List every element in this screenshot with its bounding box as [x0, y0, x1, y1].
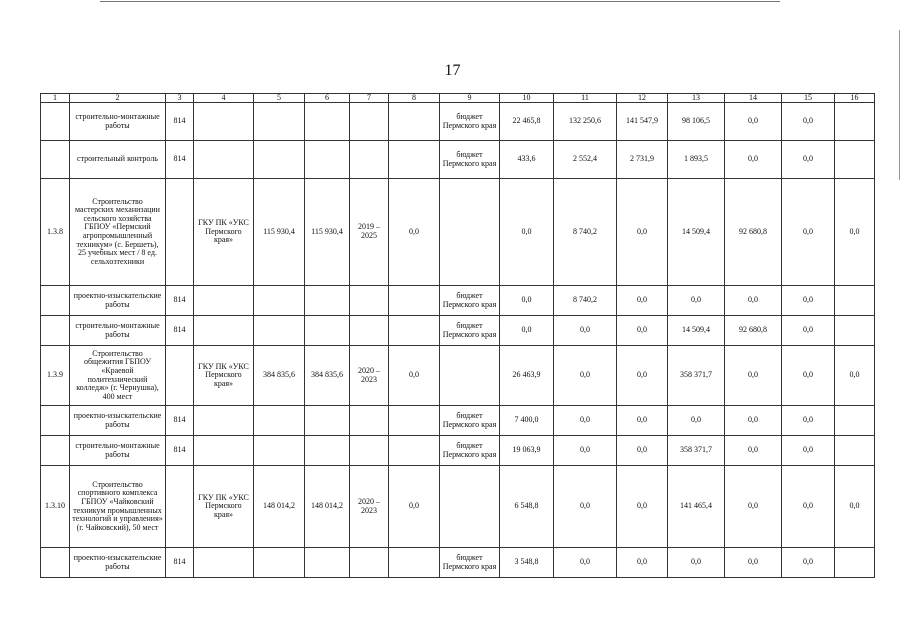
value-cell: 0,0	[389, 179, 440, 286]
value-cell: 0,0	[668, 548, 725, 578]
cost-cell	[254, 406, 305, 436]
cost-cell	[305, 103, 350, 141]
top-rule	[100, 1, 780, 2]
value-cell: 0,0	[617, 286, 668, 316]
customer-cell	[194, 103, 254, 141]
value-cell	[389, 141, 440, 179]
period-cell: 2020 – 2023	[350, 346, 389, 406]
value-cell	[835, 406, 875, 436]
customer-cell: ГКУ ПК «УКС Пермского края»	[194, 466, 254, 548]
code-cell: 814	[166, 548, 194, 578]
funding-source-cell: бюджет Пермского края	[440, 406, 500, 436]
column-header: 16	[835, 94, 875, 103]
period-cell	[350, 406, 389, 436]
value-cell: 8 740,2	[554, 286, 617, 316]
cost-cell	[305, 286, 350, 316]
value-cell: 0,0	[668, 286, 725, 316]
row-number-cell: 1.3.8	[41, 179, 70, 286]
column-header: 9	[440, 94, 500, 103]
column-header: 11	[554, 94, 617, 103]
value-cell: 0,0	[725, 406, 782, 436]
value-cell: 0,0	[617, 316, 668, 346]
value-cell	[835, 141, 875, 179]
value-cell: 0,0	[835, 346, 875, 406]
row-number-cell	[41, 141, 70, 179]
customer-cell	[194, 406, 254, 436]
value-cell: 0,0	[782, 346, 835, 406]
value-cell	[835, 316, 875, 346]
funding-source-cell	[440, 466, 500, 548]
value-cell: 0,0	[554, 466, 617, 548]
value-cell: 92 680,8	[725, 316, 782, 346]
value-cell: 7 400,0	[500, 406, 554, 436]
item-name-cell: Строительство общежития ГБПОУ «Краевой политехнический колледж» (г. Чернушка), 400 мест	[70, 346, 166, 406]
value-cell: 0,0	[554, 406, 617, 436]
period-cell	[350, 436, 389, 466]
value-cell: 433,6	[500, 141, 554, 179]
item-name-cell: Строительство мастерских механизации сельского хозяйства ГБПОУ «Пермский агропромышленный техникум» (с. Бершеть), 25 учебных мест / 8 ед. сельхозтехники	[70, 179, 166, 286]
funding-source-cell: бюджет Пермского края	[440, 286, 500, 316]
value-cell: 26 463,9	[500, 346, 554, 406]
period-cell	[350, 286, 389, 316]
period-cell	[350, 141, 389, 179]
value-cell: 1 893,5	[668, 141, 725, 179]
value-cell: 14 509,4	[668, 316, 725, 346]
cost-cell: 148 014,2	[254, 466, 305, 548]
budget-table	[40, 93, 875, 578]
funding-source-cell: бюджет Пермского края	[440, 141, 500, 179]
funding-source-cell	[440, 179, 500, 286]
value-cell: 0,0	[668, 406, 725, 436]
item-name-cell: проектно-изыскательские работы	[70, 286, 166, 316]
value-cell: 19 063,9	[500, 436, 554, 466]
cost-cell: 384 835,6	[305, 346, 350, 406]
row-number-cell	[41, 316, 70, 346]
cost-cell: 384 835,6	[254, 346, 305, 406]
table-row	[41, 316, 875, 346]
cost-cell	[305, 406, 350, 436]
value-cell: 358 371,7	[668, 436, 725, 466]
value-cell: 0,0	[835, 466, 875, 548]
value-cell: 0,0	[725, 286, 782, 316]
customer-cell	[194, 436, 254, 466]
item-name-cell: проектно-изыскательские работы	[70, 548, 166, 578]
value-cell: 141 547,9	[617, 103, 668, 141]
period-cell: 2019 – 2025	[350, 179, 389, 286]
value-cell: 141 465,4	[668, 466, 725, 548]
value-cell: 0,0	[782, 436, 835, 466]
value-cell	[835, 436, 875, 466]
period-cell	[350, 316, 389, 346]
cost-cell	[254, 103, 305, 141]
table-row	[41, 286, 875, 316]
page-number: 17	[444, 62, 461, 79]
table-row	[41, 548, 875, 578]
value-cell: 0,0	[725, 103, 782, 141]
funding-source-cell	[440, 346, 500, 406]
value-cell: 0,0	[782, 141, 835, 179]
value-cell: 0,0	[782, 548, 835, 578]
row-number-cell	[41, 548, 70, 578]
value-cell: 0,0	[782, 316, 835, 346]
value-cell: 0,0	[782, 406, 835, 436]
value-cell: 0,0	[617, 346, 668, 406]
value-cell: 0,0	[725, 436, 782, 466]
table-row	[41, 103, 875, 141]
row-number-cell	[41, 103, 70, 141]
item-name-cell: строительно-монтажные работы	[70, 103, 166, 141]
value-cell: 3 548,8	[500, 548, 554, 578]
column-header: 4	[194, 94, 254, 103]
value-cell: 6 548,8	[500, 466, 554, 548]
column-header: 12	[617, 94, 668, 103]
item-name-cell: строительно-монтажные работы	[70, 316, 166, 346]
funding-source-cell: бюджет Пермского края	[440, 436, 500, 466]
value-cell: 0,0	[617, 179, 668, 286]
period-cell	[350, 548, 389, 578]
item-name-cell: строительно-монтажные работы	[70, 436, 166, 466]
scan-edge-mark	[899, 30, 900, 180]
cost-cell	[254, 316, 305, 346]
column-header: 10	[500, 94, 554, 103]
value-cell	[389, 286, 440, 316]
value-cell: 0,0	[500, 179, 554, 286]
value-cell: 0,0	[554, 548, 617, 578]
code-cell: 814	[166, 436, 194, 466]
funding-source-cell: бюджет Пермского края	[440, 548, 500, 578]
value-cell: 0,0	[500, 286, 554, 316]
column-header: 14	[725, 94, 782, 103]
code-cell: 814	[166, 406, 194, 436]
value-cell	[835, 103, 875, 141]
customer-cell	[194, 548, 254, 578]
value-cell	[389, 436, 440, 466]
row-number-cell: 1.3.10	[41, 466, 70, 548]
value-cell: 98 106,5	[668, 103, 725, 141]
customer-cell: ГКУ ПК «УКС Пермского края»	[194, 346, 254, 406]
column-header: 5	[254, 94, 305, 103]
customer-cell	[194, 286, 254, 316]
period-cell: 2020 – 2023	[350, 466, 389, 548]
table-row	[41, 466, 875, 548]
cost-cell: 148 014,2	[305, 466, 350, 548]
column-header: 6	[305, 94, 350, 103]
table-row	[41, 346, 875, 406]
value-cell: 0,0	[617, 466, 668, 548]
item-name-cell: Строительство спортивного комплекса ГБПОУ «Чайковский техникум промышленных технологий и управления» (г. Чайковский), 50 мест	[70, 466, 166, 548]
code-cell	[166, 179, 194, 286]
value-cell: 0,0	[554, 436, 617, 466]
value-cell: 0,0	[782, 103, 835, 141]
cost-cell	[305, 141, 350, 179]
value-cell	[835, 548, 875, 578]
value-cell: 358 371,7	[668, 346, 725, 406]
value-cell: 0,0	[554, 346, 617, 406]
value-cell: 0,0	[725, 548, 782, 578]
value-cell	[389, 103, 440, 141]
value-cell: 0,0	[782, 286, 835, 316]
code-cell	[166, 346, 194, 406]
table-body	[41, 103, 875, 578]
cost-cell	[305, 548, 350, 578]
code-cell	[166, 466, 194, 548]
item-name-cell: строительный контроль	[70, 141, 166, 179]
column-header: 7	[350, 94, 389, 103]
customer-cell: ГКУ ПК «УКС Пермского края»	[194, 179, 254, 286]
row-number-cell: 1.3.9	[41, 346, 70, 406]
value-cell: 0,0	[389, 346, 440, 406]
value-cell: 0,0	[500, 316, 554, 346]
value-cell: 92 680,8	[725, 179, 782, 286]
cost-cell	[305, 316, 350, 346]
customer-cell	[194, 316, 254, 346]
column-header: 1	[41, 94, 70, 103]
value-cell: 8 740,2	[554, 179, 617, 286]
value-cell	[389, 316, 440, 346]
value-cell: 14 509,4	[668, 179, 725, 286]
row-number-cell	[41, 286, 70, 316]
column-number-row	[41, 94, 875, 103]
column-header: 2	[70, 94, 166, 103]
value-cell: 0,0	[617, 436, 668, 466]
value-cell: 0,0	[554, 316, 617, 346]
value-cell	[835, 286, 875, 316]
value-cell: 2 552,4	[554, 141, 617, 179]
table-row	[41, 141, 875, 179]
table-row	[41, 406, 875, 436]
code-cell: 814	[166, 286, 194, 316]
cost-cell: 115 930,4	[305, 179, 350, 286]
column-header: 3	[166, 94, 194, 103]
value-cell	[389, 548, 440, 578]
value-cell	[389, 406, 440, 436]
cost-cell	[254, 548, 305, 578]
code-cell: 814	[166, 316, 194, 346]
cost-cell	[305, 436, 350, 466]
row-number-cell	[41, 406, 70, 436]
table-row	[41, 179, 875, 286]
value-cell: 0,0	[725, 346, 782, 406]
value-cell: 0,0	[617, 548, 668, 578]
value-cell: 132 250,6	[554, 103, 617, 141]
funding-source-cell: бюджет Пермского края	[440, 103, 500, 141]
value-cell: 0,0	[782, 466, 835, 548]
cost-cell	[254, 436, 305, 466]
value-cell: 0,0	[389, 466, 440, 548]
value-cell: 0,0	[835, 179, 875, 286]
item-name-cell: проектно-изыскательские работы	[70, 406, 166, 436]
column-header: 8	[389, 94, 440, 103]
period-cell	[350, 103, 389, 141]
value-cell: 0,0	[782, 179, 835, 286]
value-cell: 2 731,9	[617, 141, 668, 179]
cost-cell: 115 930,4	[254, 179, 305, 286]
cost-cell	[254, 286, 305, 316]
customer-cell	[194, 141, 254, 179]
value-cell: 0,0	[617, 406, 668, 436]
funding-source-cell: бюджет Пермского края	[440, 316, 500, 346]
value-cell: 0,0	[725, 466, 782, 548]
code-cell: 814	[166, 141, 194, 179]
cost-cell	[254, 141, 305, 179]
row-number-cell	[41, 436, 70, 466]
value-cell: 22 465,8	[500, 103, 554, 141]
value-cell: 0,0	[725, 141, 782, 179]
column-header: 15	[782, 94, 835, 103]
code-cell: 814	[166, 103, 194, 141]
table-row	[41, 436, 875, 466]
column-header: 13	[668, 94, 725, 103]
